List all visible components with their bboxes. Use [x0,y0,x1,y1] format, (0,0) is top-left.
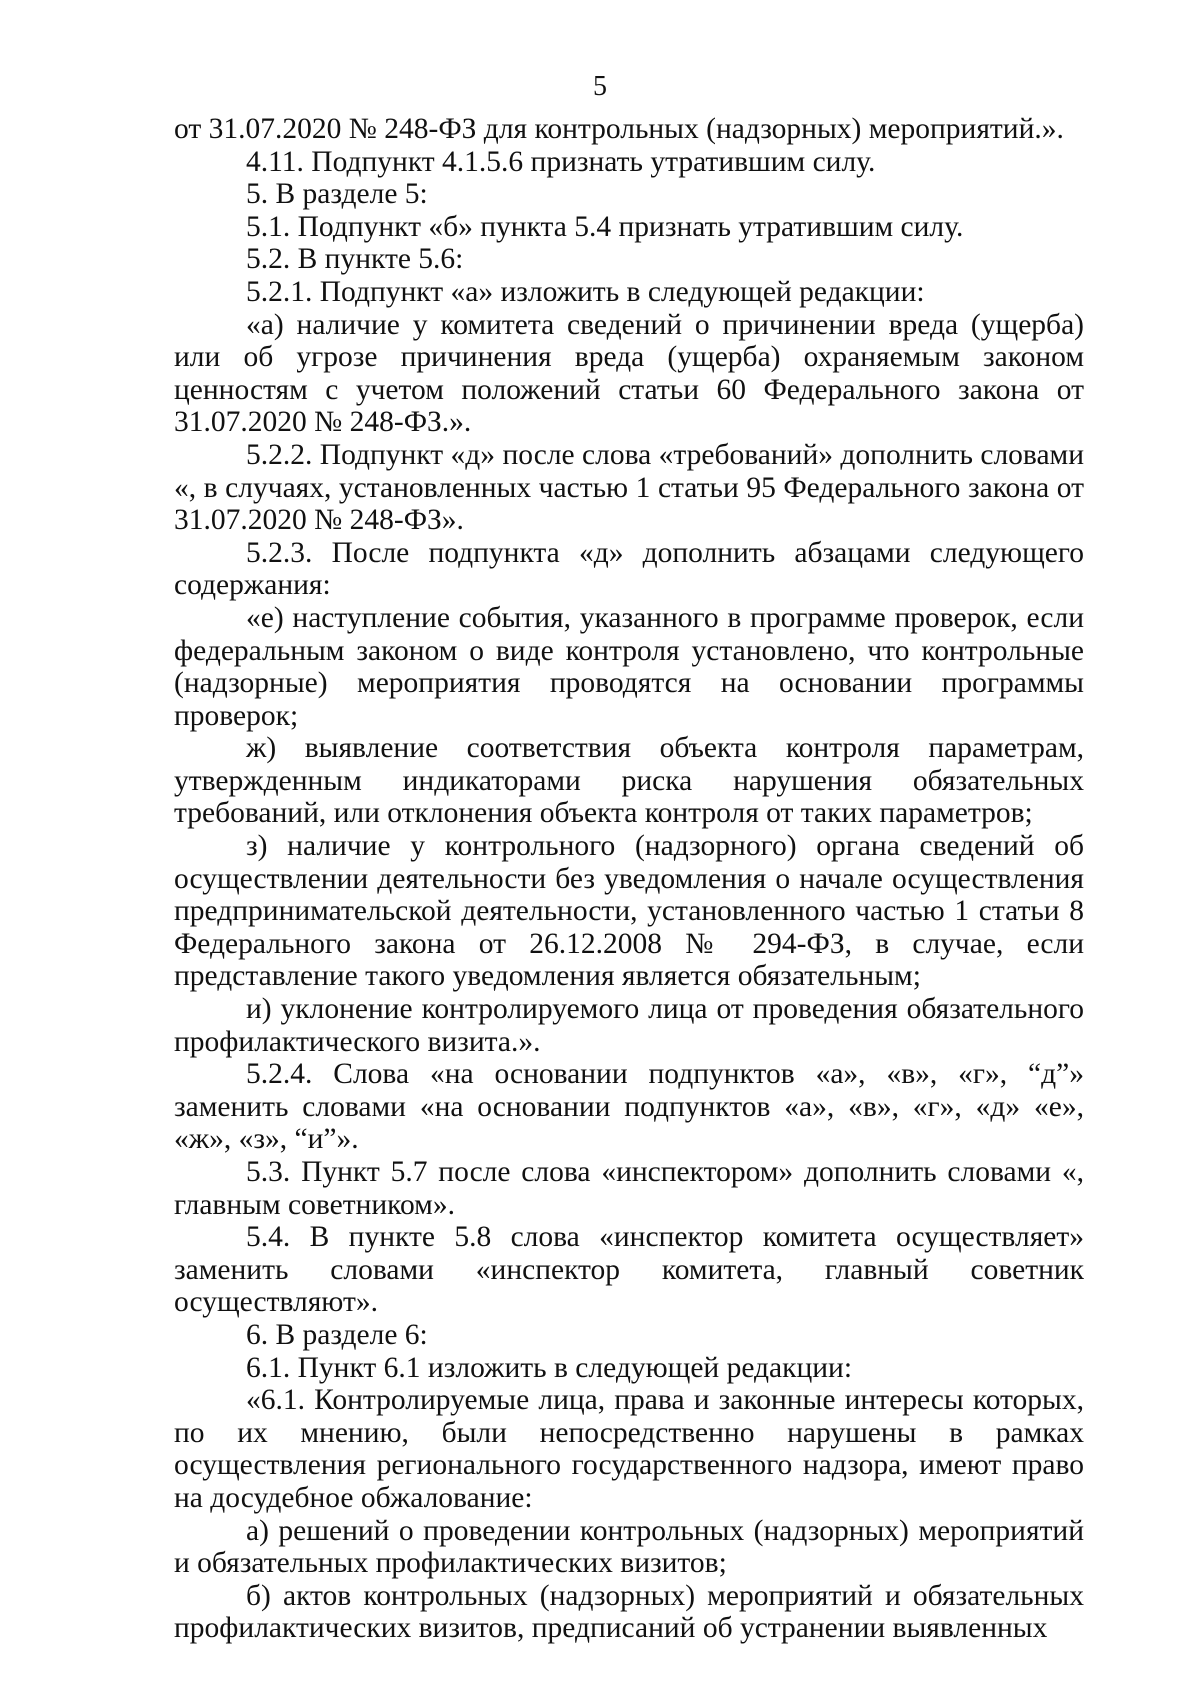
paragraph: 5.2.3. После подпункта «д» дополнить абзацами следующего содержания: [174,536,1084,602]
paragraph: «6.1. Контролируемые лица, права и законные интересы которых, по их мнению, были непосредственно нарушены в рамках осуществления регионального государственного надзора, имеют право на досудебное обжалование: [174,1384,1084,1514]
paragraph: ж) выявление соответствия объекта контроля параметрам, утвержденным индикаторами риска нарушения обязательных требований, или отклонения объекта контроля от таких параметров; [174,732,1084,830]
paragraph: 5.2.1. Подпункт «а» изложить в следующей редакции: [246,275,925,308]
paragraph: 5.2.4. Слова «на основании подпунктов «а», «в», «г», “д”» заменить словами «на основании подпунктов «а», «в», «г», «д» «е», «ж», «з», “и”». [174,1058,1084,1156]
document-body [174,113,1084,1645]
paragraph: 6. В разделе 6: [246,1318,428,1351]
paragraph: а) решений о проведении контрольных (надзорных) мероприятий и обязательных профилактических визитов; [174,1514,1084,1580]
paragraph: «е) наступление события, указанного в программе проверок, если федеральным законом о виде контроля установлено, что контрольные (надзорные) мероприятия проводятся на основании программы проверок; [174,601,1084,732]
page-number: 5 [593,71,607,102]
paragraph: 6.1. Пункт 6.1 изложить в следующей редакции: [246,1351,853,1384]
paragraph: з) наличие у контрольного (надзорного) органа сведений об осуществлении деятельности без уведомления о начале осуществления предпринимательской деятельности, установленного частью 1 статьи 8 Федерального закона от 26.12.2008 № 294-ФЗ, в случае, если представление такого уведомления является обязательным; [174,830,1084,993]
paragraph: 4.11. Подпункт 4.1.5.6 признать утратившим силу. [246,145,876,178]
paragraph: от 31.07.2020 № 248-ФЗ для контрольных (надзорных) мероприятий.». [174,113,1064,145]
paragraph: 5.3. Пункт 5.7 после слова «инспектором» дополнить словами «, главным советником». [174,1156,1084,1221]
paragraph: б) актов контрольных (надзорных) мероприятий и обязательных профилактических визитов, предписаний об устранении выявленных [174,1579,1084,1645]
paragraph: 5. В разделе 5: [246,178,428,211]
paragraph: 5.1. Подпункт «б» пункта 5.4 признать утратившим силу. [246,210,964,243]
paragraph: 5.4. В пункте 5.8 слова «инспектор комитета осуществляет» заменить словами «инспектор комитета, главный советник осуществляют». [174,1221,1084,1319]
paragraph: «а) наличие у комитета сведений о причинении вреда (ущерба) или об угрозе причинения вреда (ущерба) охраняемым законом ценностям с учетом положений статьи 60 Федерального закона от 31.07.2020 № 248-ФЗ.». [174,308,1084,439]
paragraph: 5.2. В пункте 5.6: [246,243,464,276]
paragraph: и) уклонение контролируемого лица от проведения обязательного профилактического визита.». [174,993,1084,1058]
paragraph: 5.2.2. Подпункт «д» после слова «требований» дополнить словами «, в случаях, установленных частью 1 статьи 95 Федерального закона от 31.07.2020 № 248-ФЗ». [174,438,1084,537]
